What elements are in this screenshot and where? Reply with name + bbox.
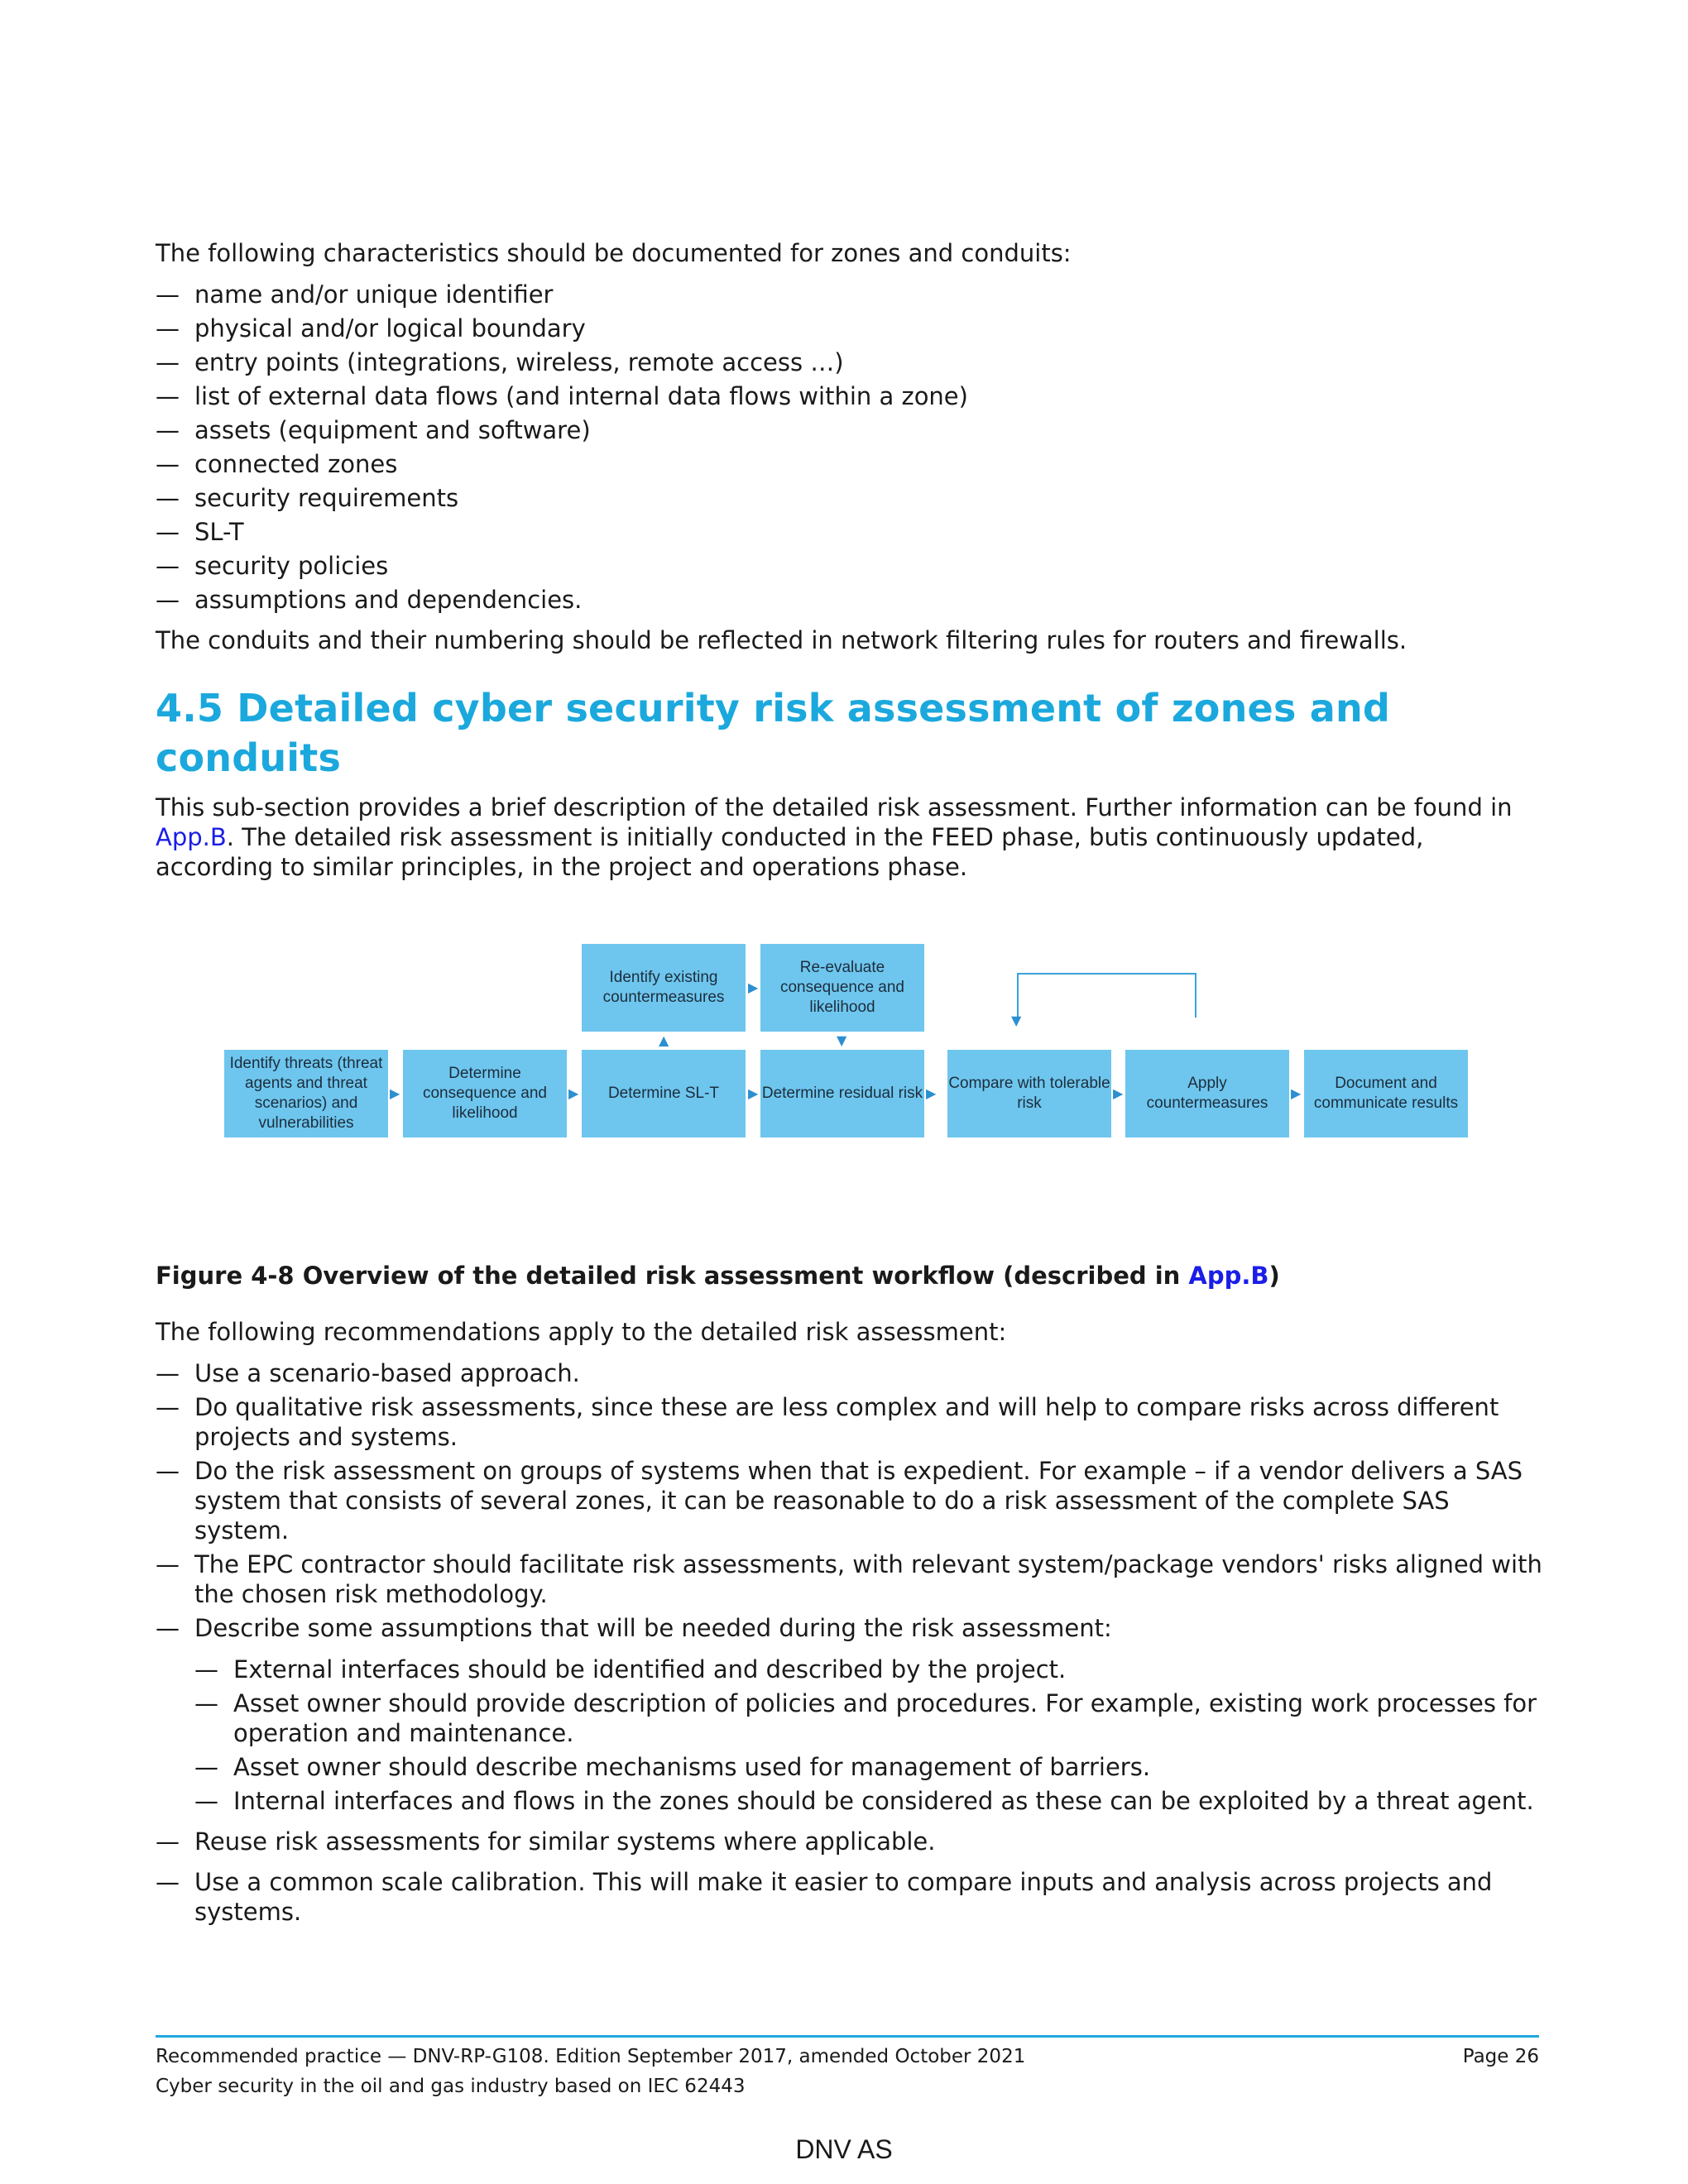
arrow-right-icon: ▶ — [748, 1085, 759, 1101]
app-b-link[interactable]: App.B — [156, 823, 227, 851]
company-name: DNV AS — [795, 2134, 893, 2164]
list-item: — list of external data flows (and internal data flows within a zone) — [156, 380, 1546, 414]
sublist-item: — Asset owner should provide description of policies and procedures. For example, existing work processes for operation and maintenance. — [194, 1688, 1546, 1748]
list-item: — Use a common scale calibration. This will make it easier to compare inputs and analysis across projects and systems. — [156, 1867, 1546, 1927]
risk-workflow-diagram — [156, 907, 1546, 1238]
list-item: — security requirements — [156, 481, 1546, 515]
section-intro-text: This sub-section provides a brief description of the detailed risk assessment. Further information can be found in — [156, 793, 1513, 821]
box-identify-existing: Identify existing countermeasures — [582, 944, 746, 1032]
recommendations-intro: The following recommendations apply to the detailed risk assessment: — [156, 1318, 1007, 1346]
sublist-item: — Internal interfaces and flows in the zones should be considered as these can be exploited by a threat agent. — [194, 1786, 1546, 1816]
recommendations-list — [156, 1358, 1546, 1927]
sublist-item: — Asset owner should describe mechanisms used for management of barriers. — [194, 1752, 1546, 1782]
page-number: Page 26 — [1462, 2046, 1539, 2067]
conduit-note: The conduits and their numbering should be reflected in network filtering rules for routers and firewalls. — [156, 626, 1407, 654]
arrow-right-icon: ▶ — [568, 1085, 579, 1101]
zone-characteristics-list — [156, 278, 1546, 617]
list-item: — physical and/or logical boundary — [156, 312, 1546, 346]
footer-document-title: Recommended practice — DNV-RP-G108. Edition September 2017, amended October 2021 — [156, 2046, 1026, 2067]
list-item: — assets (equipment and software) — [156, 414, 1546, 448]
list-item: — Use a scenario-based approach. — [156, 1358, 1546, 1388]
arrow-right-icon: ▶ — [748, 979, 759, 995]
list-item: — SL-T — [156, 515, 1546, 549]
arrow-up-icon: ▲ — [659, 1032, 669, 1048]
footer-divider — [156, 2035, 1539, 2038]
list-item: — entry points (integrations, wireless, remote access …) — [156, 346, 1546, 380]
app-b-link[interactable]: App.B — [1188, 1262, 1269, 1290]
sublist-item: — External interfaces should be identified and described by the project. — [194, 1655, 1546, 1684]
feedback-loop-line — [1017, 973, 1196, 1018]
list-item: — connected zones — [156, 448, 1546, 481]
arrow-down-icon: ▼ — [837, 1032, 847, 1048]
arrow-right-icon: ▶ — [1291, 1085, 1302, 1101]
section-heading: 4.5 Detailed cyber security risk assessment of zones and conduits — [156, 686, 1391, 780]
box-determine-residual: Determine residual risk — [760, 1050, 924, 1138]
list-item — [156, 1613, 1546, 1816]
box-reevaluate: Re-evaluate consequence and likelihood — [760, 944, 924, 1032]
section-intro — [156, 793, 1546, 882]
list-item-text: Describe some assumptions that will be needed during the risk assessment: — [194, 1614, 1112, 1642]
figure-caption-end: ) — [1268, 1262, 1280, 1290]
section-intro-text-end: . The detailed risk assessment is initially conducted in the FEED phase, butis continuously updated, according to similar principles, in the project and operations phase. — [156, 823, 1424, 881]
page-content — [156, 238, 1546, 1931]
list-item: — Reuse risk assessments for similar systems where applicable. — [156, 1827, 1546, 1856]
box-determine-slt: Determine SL-T — [582, 1050, 746, 1138]
figure-caption-text: Figure 4-8 Overview of the detailed risk assessment workflow (described in — [156, 1262, 1189, 1290]
arrow-right-icon: ▶ — [390, 1085, 400, 1101]
box-document-results: Document and communicate results — [1304, 1050, 1468, 1138]
footer-subtitle: Cyber security in the oil and gas industry based on IEC 62443 — [156, 2076, 746, 2097]
assumptions-sublist — [194, 1655, 1546, 1816]
list-item: — name and/or unique identifier — [156, 278, 1546, 312]
zones-intro: The following characteristics should be documented for zones and conduits: — [156, 239, 1072, 267]
list-item: — Do qualitative risk assessments, since these are less complex and will help to compare risks across different projects and systems. — [156, 1392, 1546, 1452]
list-item: — security policies — [156, 549, 1546, 583]
box-compare-tolerable: Compare with tolerable risk — [947, 1050, 1111, 1138]
box-apply-countermeasures: Apply countermeasures — [1125, 1050, 1289, 1138]
box-identify-threats: Identify threats (threat agents and threat scenarios) and vulnerabilities — [224, 1050, 388, 1138]
list-item: — assumptions and dependencies. — [156, 583, 1546, 617]
list-item: — The EPC contractor should facilitate risk assessments, with relevant system/package vendors' risks aligned with the chosen risk methodology. — [156, 1549, 1546, 1609]
list-item: — Do the risk assessment on groups of systems when that is expedient. For example – if a vendor delivers a SAS system that consists of several zones, it can be reasonable to do a risk assessment of the complete SAS system. — [156, 1456, 1546, 1545]
arrow-right-icon: ▶ — [1113, 1085, 1124, 1101]
figure-caption — [156, 1261, 1546, 1291]
arrow-right-icon: ▶ — [926, 1085, 937, 1101]
box-determine-consequence: Determine consequence and likelihood — [403, 1050, 567, 1138]
arrow-down-icon: ▼ — [1011, 1013, 1022, 1028]
